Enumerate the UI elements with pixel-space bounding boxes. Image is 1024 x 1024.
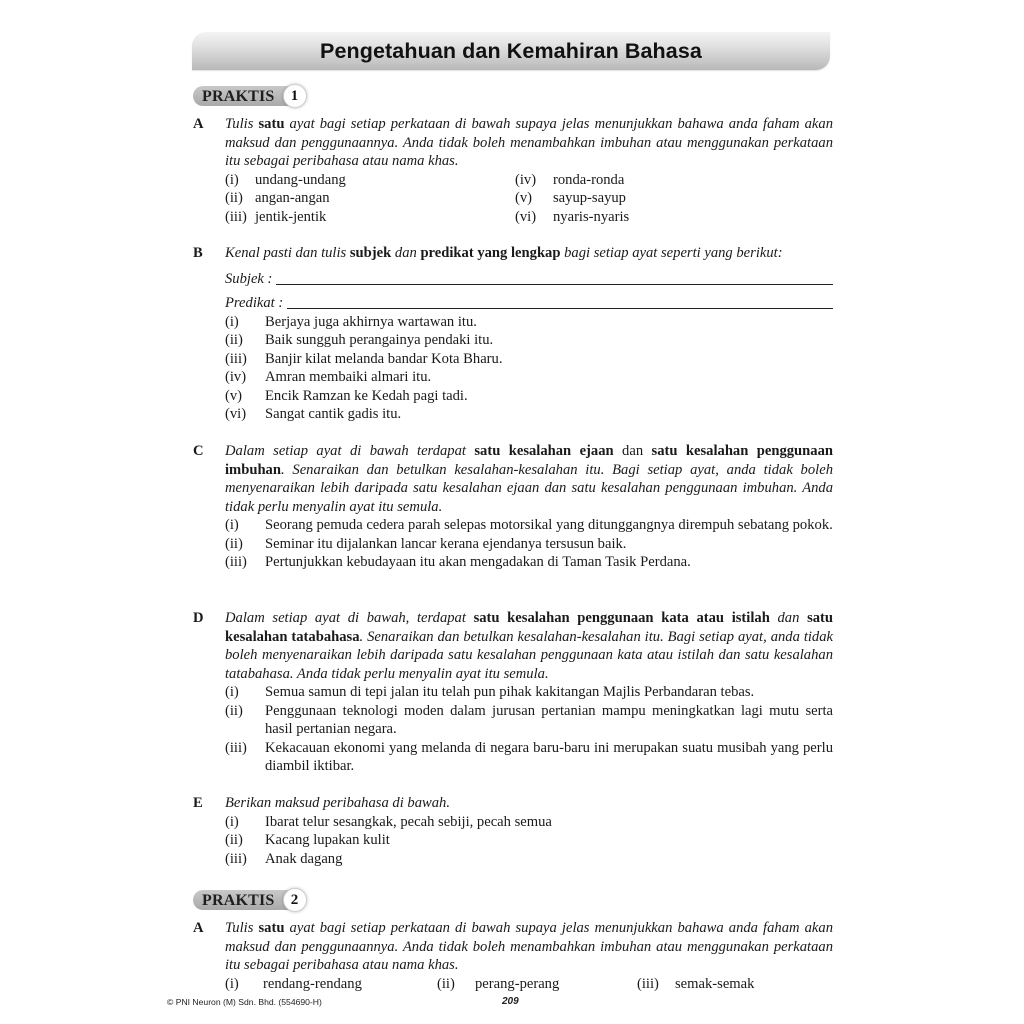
predikat-answer-line[interactable] — [287, 294, 833, 309]
list-item: (ii) angan-angan — [225, 190, 330, 206]
list-item: (i) Semua samun di tepi jalan itu telah pun pihak kakitangan Majlis Perbandaran tebas. — [225, 684, 755, 700]
sentence-list — [225, 313, 833, 424]
section-letter: C — [193, 443, 204, 459]
list-item: (vi) nyaris-nyaris — [515, 208, 630, 225]
list-item: (v) Encik Ramzan ke Kedah pagi tadi. — [225, 387, 468, 404]
list-item: (iii) Anak dagang — [225, 850, 343, 867]
list-item: (iv) Amran membaiki almari itu. — [225, 369, 432, 385]
subjek-answer-line[interactable] — [276, 270, 833, 285]
section-letter: D — [193, 610, 204, 626]
section-instruction: Berikan maksud peribahasa di bawah. — [225, 795, 450, 811]
praktis-number: 1 — [283, 84, 307, 108]
p2-section-a — [193, 919, 833, 993]
p1-section-d — [193, 609, 833, 776]
list-item: (ii) Baik sungguh perangainya pendaki itu. — [225, 332, 494, 348]
section-letter: A — [193, 116, 204, 132]
section-instruction: Dalam setiap ayat di bawah, terdapat satu kesalahan penggunaan kata atau istilah dan satu kesalahan tatabahasa. Senaraikan dan betulkan kesalahan-kesalahan itu. Bagi setiap ayat, anda tidak boleh menyenaraikan lebih daripada satu kesalahan penggunaan kata atau istilah dan satu kesalahan tatabahasa. Anda tidak perlu menyalin ayat itu semula. — [225, 610, 834, 682]
list-item: (ii) Seminar itu dijalankan lancar kerana ejendanya tersusun baik. — [225, 535, 627, 552]
copyright-notice: © PNI Neuron (M) Sdn. Bhd. (554690-H) — [167, 997, 322, 1007]
list-item: (iii) jentik-jentik — [225, 208, 327, 225]
sentence-list — [225, 516, 833, 572]
praktis-number: 2 — [283, 888, 307, 912]
chapter-title: Pengetahuan dan Kemahiran Bahasa — [320, 38, 702, 63]
list-item: (iii) semak-semak — [637, 975, 755, 992]
list-item: (iv) ronda-ronda — [515, 171, 625, 188]
list-item: (iii) Banjir kilat melanda bandar Kota Bharu. — [225, 350, 503, 367]
p1-section-e — [193, 794, 833, 868]
subjek-label: Subjek : — [225, 271, 273, 287]
list-item: (ii) Penggunaan teknologi moden dalam jurusan pertanian mampu meningkatkan lagi mutu serta hasil pertanian negara. — [225, 702, 833, 737]
section-instruction: Dalam setiap ayat di bawah terdapat satu kesalahan ejaan dan satu kesalahan penggunaan imbuhan. Senaraikan dan betulkan kesalahan-kesalahan itu. Bagi setiap ayat, anda tidak boleh menyenaraikan lebih daripada satu kesalahan ejaan dan satu kesalahan penggunaan imbuhan. Anda tidak perlu menyalin ayat itu semula. — [225, 443, 833, 515]
section-instruction: Tulis satu ayat bagi setiap perkataan di bawah supaya jelas menunjukkan bahawa anda faham akan maksud dan penggunaannya. Anda tidak boleh menambahkan imbuhan atau menggunakan perkataan itu sebagai peribahasa atau nama khas. — [225, 116, 834, 169]
list-item: (i) Seorang pemuda cedera parah selepas motorsikal yang ditunggangnya dirempuh sebatang pokok. — [225, 517, 833, 533]
list-item: (ii) perang-perang — [437, 975, 560, 992]
praktis-1-badge — [193, 85, 307, 107]
chapter-header-bar — [192, 32, 830, 70]
predikat-field[interactable] — [225, 289, 833, 313]
p1-section-b — [193, 244, 833, 424]
subjek-field[interactable] — [225, 265, 833, 289]
sentence-list — [225, 683, 833, 776]
p1-section-c — [193, 442, 833, 572]
list-item: (i) rendang-rendang — [225, 975, 362, 992]
praktis-2-badge — [193, 889, 307, 911]
predikat-label: Predikat : — [225, 295, 284, 311]
list-item: (i) Berjaya juga akhirnya wartawan itu. — [225, 313, 477, 330]
section-instruction: Kenal pasti dan tulis subjek dan predikat yang lengkap bagi setiap ayat seperti yang berikut: — [225, 245, 783, 261]
p1-section-a — [193, 115, 833, 226]
list-item: (vi) Sangat cantik gadis itu. — [225, 406, 402, 422]
praktis-label: PRAKTIS — [193, 890, 295, 910]
list-item: (i) Ibarat telur sesangkak, pecah sebiji, pecah semua — [225, 813, 552, 830]
list-item: (ii) Kacang lupakan kulit — [225, 832, 390, 848]
proverb-list — [225, 813, 833, 869]
section-letter: E — [193, 795, 203, 811]
list-item: (i) undang-undang — [225, 171, 346, 188]
section-instruction: Tulis satu ayat bagi setiap perkataan di bawah supaya jelas menunjukkan bahawa anda faham akan maksud dan penggunaannya. Anda tidak boleh menambahkan imbuhan atau menggunakan perkataan itu sebagai peribahasa atau nama khas. — [225, 920, 834, 973]
section-letter: B — [193, 245, 203, 261]
list-item: (v) sayup-sayup — [515, 190, 626, 206]
word-list — [225, 171, 833, 227]
list-item: (iii) Kekacauan ekonomi yang melanda di negara baru-baru ini merupakan suatu musibah yang perlu diambil iktibar. — [225, 739, 833, 774]
word-list — [225, 975, 833, 994]
list-item: (iii) Pertunjukkan kebudayaan itu akan mengadakan di Taman Tasik Perdana. — [225, 554, 691, 570]
page-number: 209 — [502, 996, 519, 1007]
section-letter: A — [193, 920, 204, 936]
praktis-label: PRAKTIS — [193, 86, 295, 106]
